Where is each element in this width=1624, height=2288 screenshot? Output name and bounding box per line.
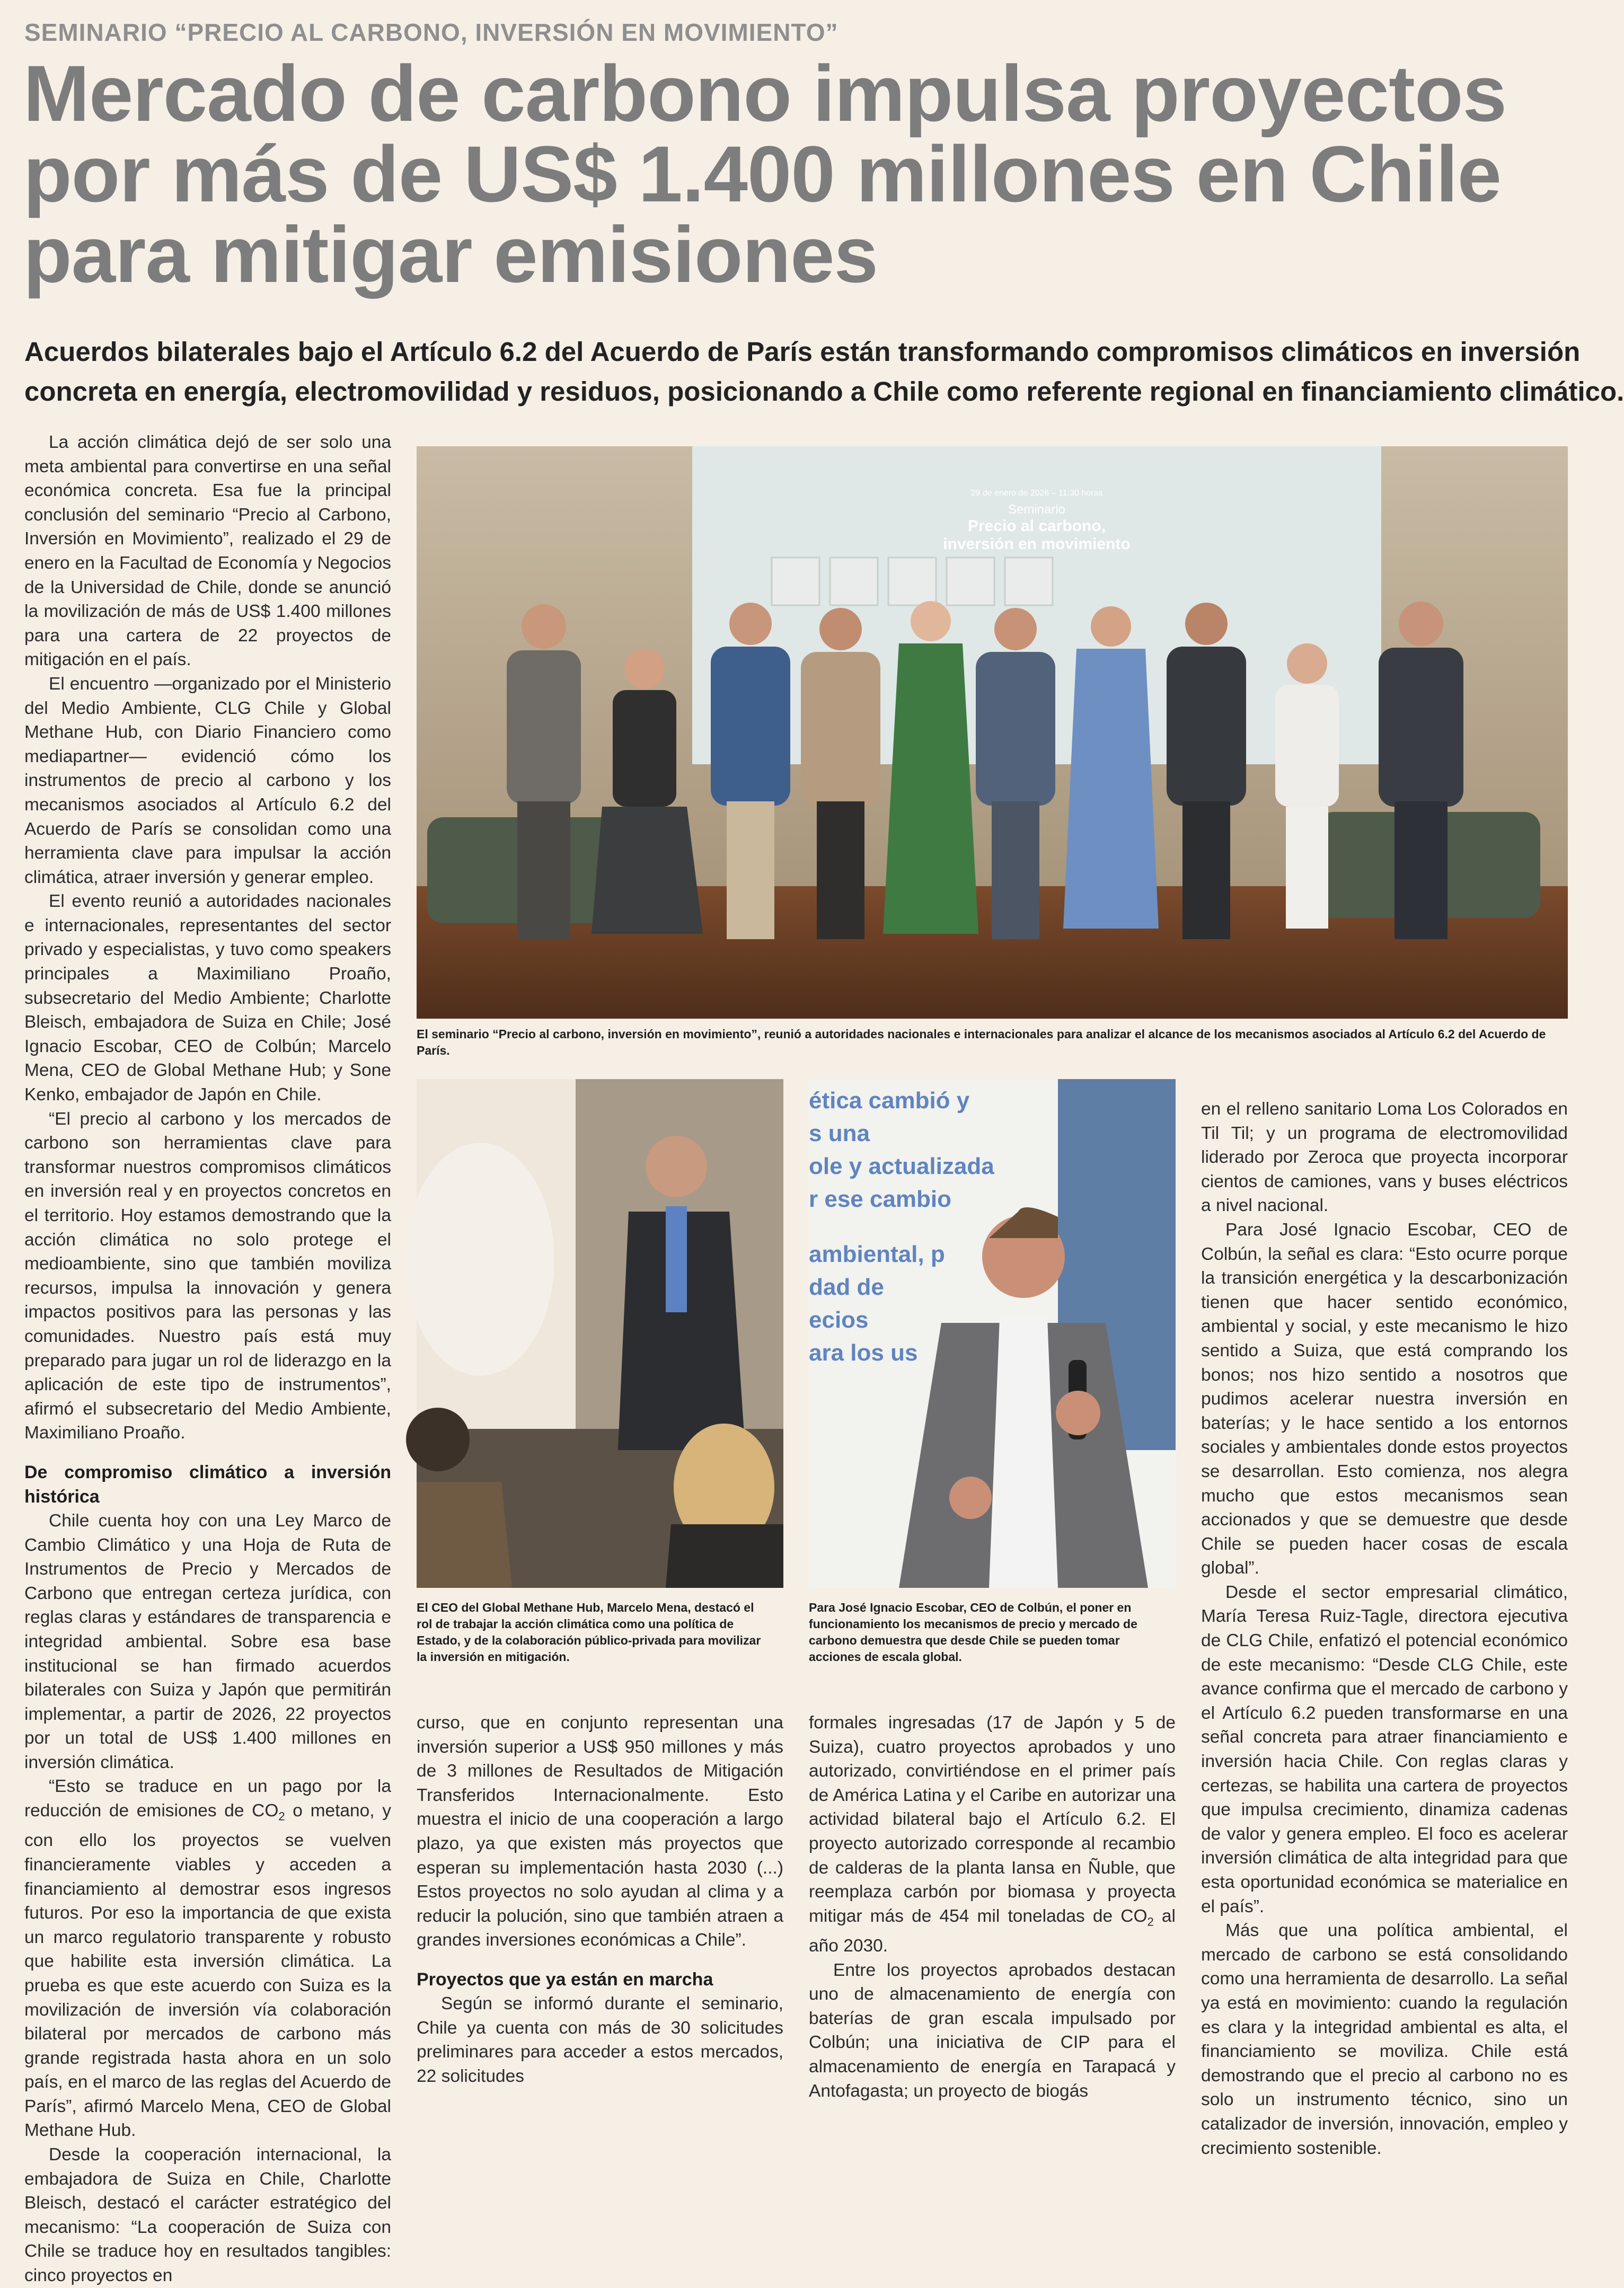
- headline-line-1: Mercado de carbono impulsa proyectos: [23, 49, 1507, 138]
- deck-line-1: Acuerdos bilaterales bajo el Artículo 6.2 del Acuerdo de París están transformando compromisos climáticos en inversión: [24, 337, 1581, 367]
- slide-line: ecios: [809, 1307, 869, 1333]
- slide-line: ambiental, p: [809, 1241, 945, 1267]
- paragraph: Para José Ignacio Escobar, CEO de Colbún, la señal es clara: “Esto ocurre porque la transición energética y la descarbonización tienen que hacer sentido económico, ambiental y social, y este mecanismo le hizo sentido a Suiza, que está comprando los bonos; nos hizo sentido a nosotros que pudimos acelerar nuestra inversión en baterías; y le hace sentido a los entornos sociales y ambientales donde estos proyectos se desarrollan. Esto comienza, nos alegra mucho que estos mecanismos sean accionados y que se demuestre que desde Chile se pueden hacer cosas de escala global”.: [1201, 1220, 1568, 1578]
- screen-title-line-1: Seminario: [1008, 502, 1066, 517]
- text-run: “Esto se traduce en un pago por la reducción de emisiones de CO: [24, 1777, 391, 1821]
- group-photo: [417, 446, 1568, 1019]
- text-run: o metano, y con ello los proyectos se vuelven financieramente viables y acceden a financiamiento al demostrar esos ingresos futuros. Por eso la importancia de que exista un marco regulatorio transparente y robusto que habilite esta inversión climática. La prueba es que este acuerdo con Suiza es la movilización de inversión vía colaboración bilateral por mercados de carbono más grande registrada hasta ahora en un solo país, en el marco de las reglas del Acuerdo de París”, afirmó Marcelo Mena, CEO de Global Methane Hub.: [24, 1801, 391, 2141]
- paragraph: El encuentro —organizado por el Ministerio del Medio Ambiente, CLG Chile y Global Methane Hub, con Diario Financiero como mediapartner— evidenció cómo los instrumentos de precio al carbono y los mecanismos asociados al Artículo 6.2 del Acuerdo de París se consolidan como una herramienta clave para impulsar la acción climática, atraer inversión y generar empleo.: [24, 674, 391, 887]
- subscript: 2: [278, 1809, 285, 1823]
- paragraph: Chile cuenta hoy con una Ley Marco de Cambio Climático y una Hoja de Ruta de Instrumentos de Precio y Mercados de Carbono que entregan certeza jurídica, con reglas claras y estándares de transparencia e integridad ambiental. Sobre esa base institucional se han firmado acuerdos bilaterales con Suiza y Japón que permitirán implementar, a partir de 2026, 22 proyectos por un total de US$ 1.400 millones en inversión climática.: [24, 1510, 391, 1772]
- screen-title-line-2: Precio al carbono,: [967, 517, 1106, 535]
- paragraph: curso, que en conjunto representan una inversión superior a US$ 950 millones y más de 3 millones de Resultados de Mitigación Transferidos Internacionalmente. Esto muestra el inicio de una cooperación a largo plazo, ya que existen más proyectos que esperan su implementación hasta 2030 (...) Estos proyectos no solo ayudan al clima y a reducir la polución, sino que también atraen a grandes inversiones económicas a Chile”.: [417, 1713, 783, 1950]
- article-column-2: [417, 1711, 783, 2086]
- slide-text: [809, 1084, 1063, 1370]
- screen-title: [692, 489, 1381, 553]
- headline-line-2: por más de US$ 1.400 millones en Chile: [23, 129, 1502, 218]
- paragraph: Según se informó durante el seminario, Chile ya cuenta con más de 30 solicitudes preliminares para acceder a estos mercados, 22 solicitudes: [417, 1993, 783, 2086]
- slide-line: ética cambió y: [809, 1088, 970, 1114]
- slide-line: ole y actualizada: [809, 1153, 994, 1179]
- screen-date: 29 de enero de 2026 – 11:30 horas: [970, 489, 1103, 498]
- paragraph: Desde el sector empresarial climático, María Teresa Ruiz-Tagle, directora ejecutiva de CLG Chile, enfatizó el potencial económico de este mecanismo: “Desde CLG Chile, este avance confirma que el mercado de carbono y el Artículo 6.2 pueden transformarse en una señal concreta para atraer financiamiento e inversión hacia Chile. Con reglas claras y certezas, se habilita una cartera de proyectos que impulsa crecimiento, dinamiza cadenas de valor y genera empleo. El foco es acelerar inversión climática de alta integridad para que esta oportunidad económica se materialice en el país”.: [1201, 1582, 1568, 1916]
- article-column-1: [24, 430, 391, 2286]
- escobar-photo: [809, 1079, 1176, 1588]
- slide-line: r ese cambio: [809, 1186, 952, 1212]
- mena-photo-image: [417, 1079, 783, 1588]
- slide-line: dad de: [809, 1274, 884, 1300]
- slide-line: ara los us: [809, 1340, 918, 1366]
- paragraph: Más que una política ambiental, el mercado de carbono se está consolidando como una herramienta de desarrollo. La señal ya está en movimiento: cuando la regulación es clara y la integridad ambiental es alta, el financiamiento se moviliza. Chile está demostrando que el precio al carbono no es solo un instrumento técnico, sino un catalizador de inversión, innovación, empleo y crecimiento sostenible.: [1201, 1921, 1568, 2158]
- mena-photo: [417, 1079, 783, 1588]
- mena-caption: El CEO del Global Methane Hub, Marcelo Mena, destacó el rol de trabajar la acción climática como una política de Estado, y de la colaboración público-privada para movilizar la inversión en mitigación.: [417, 1601, 761, 1664]
- headline-line-3: para mitigar emisiones: [23, 210, 878, 299]
- paragraph: [24, 1774, 391, 2143]
- paragraph: en el relleno sanitario Loma Los Colorados en Til Til; y un programa de electromovilidad liderado por Zeroca que proyecta incorporar cientos de camiones, vans y buses eléctricos a nivel nacional.: [1201, 1099, 1568, 1216]
- subscript: 2: [1147, 1915, 1154, 1929]
- deck-line-2: concreta en energía, electromovilidad y residuos, posicionando a Chile como referente regional en financiamiento climático.: [24, 376, 1624, 407]
- section-kicker: SEMINARIO “PRECIO AL CARBONO, INVERSIÓN EN MOVIMIENTO”: [24, 19, 839, 46]
- article-column-4: [1201, 1097, 1568, 2158]
- paragraph: Entre los proyectos aprobados destacan uno de almacenamiento de energía con baterías de gran escala impulsado por Colbún; una iniciativa de CIP para el almacenamiento de energía en Tarapacá y Antofagasta; un proyecto de biogás: [809, 1960, 1176, 2101]
- escobar-caption: Para José Ignacio Escobar, CEO de Colbún, el poner en funcionamiento los mecanismos de precio y mercado de carbono demuestra que desde Chile se pueden tomar acciones de escala global.: [809, 1601, 1137, 1664]
- headline: [23, 49, 1582, 299]
- slide-line: s una: [809, 1120, 870, 1146]
- subheading-inversion-historica: De compromiso climático a inversión histórica: [24, 1462, 391, 1507]
- article-column-3: [809, 1711, 1176, 2101]
- paragraph: “El precio al carbono y los mercados de carbono son herramientas clave para transformar nuestros compromisos climáticos en inversión real y en proyectos concretos en el territorio. Hoy estamos demostrando que la acción climática no solo protege el medioambiente, sino que también moviliza recursos, impulsa la innovación y genera impactos positivos para las personas y las comunidades. Nuestro país está muy preparado para jugar un rol de liderazgo en la aplicación de este tipo de instrumentos”, afirmó el subsecretario del Medio Ambiente, Maximiliano Proaño.: [24, 1109, 391, 1443]
- screen-title-line-3: inversión en movimiento: [943, 535, 1131, 553]
- group-photo-caption: El seminario “Precio al carbono, inversión en movimiento”, reunió a autoridades nacionales e internacionales para analizar el alcance de los mecanismos asociados al Artículo 6.2 del Acuerdo de París.: [417, 1027, 1546, 1057]
- subheading-proyectos-en-marcha: Proyectos que ya están en marcha: [417, 1969, 713, 1990]
- paragraph: El evento reunió a autoridades nacionales e internacionales, representantes del sector privado y especialistas, y tuvo como speakers principales a Maximiliano Proaño, subsecretario del Medio Ambiente; Charlotte Bleisch, embajadora de Suiza en Chile; José Ignacio Escobar, CEO de Colbún; Marcelo Mena, CEO de Global Methane Hub; y Sone Kenko, embajador de Japón en Chile.: [24, 891, 391, 1105]
- text-run: al año 2030.: [809, 1906, 1176, 1956]
- paragraph: La acción climática dejó de ser solo una meta ambiental para convertirse en una señal económica concreta. Esa fue la principal conclusión del seminario “Precio al Carbono, Inversión en Movimiento”, realizado el 29 de enero en la Facultad de Economía y Negocios de la Universidad de Chile, donde se anunció la movilización de más de US$ 1.400 millones para una cartera de 22 proyectos de mitigación en el país.: [24, 432, 391, 670]
- paragraph: [809, 1711, 1176, 1958]
- deck-subtitle: [24, 332, 1624, 411]
- paragraph: Desde la cooperación internacional, la embajadora de Suiza en Chile, Charlotte Bleisch, destacó el carácter estratégico del mecanismo: “La cooperación de Suiza con Chile se traduce hoy en resultados tangibles: cinco proyectos en: [24, 2145, 391, 2286]
- text-run: formales ingresadas (17 de Japón y 5 de Suiza), cuatro proyectos aprobados y uno autorizado, convirtiéndose en el primer país de América Latina y el Caribe en autorizar una actividad bilateral bajo el Artículo 6.2. El proyecto autorizado corresponde al recambio de calderas de la planta Iansa en Ñuble, que reemplaza carbón por biomasa y proyecta mitigar más de 454 mil toneladas de CO: [809, 1713, 1176, 1926]
